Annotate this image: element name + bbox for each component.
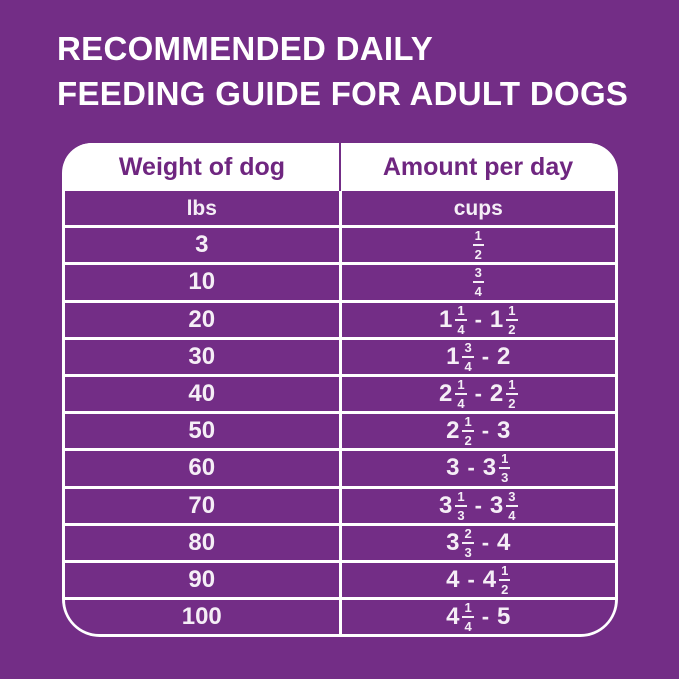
amount-whole-number: 3 [482, 454, 497, 482]
weight-cell: 20 [65, 303, 339, 337]
range-dash: - [481, 418, 490, 444]
amount-cell [342, 414, 616, 448]
amount-whole-number: 3 [497, 417, 511, 445]
amount-whole-number: 4 [446, 565, 460, 593]
fraction-denominator: 3 [501, 470, 509, 486]
amount-cell [342, 340, 616, 374]
fraction-numerator: 1 [455, 304, 466, 321]
fraction-numerator: 3 [462, 341, 473, 358]
fraction-denominator: 2 [508, 321, 516, 337]
amount-whole-number: 3 [446, 454, 460, 482]
amount-cell [342, 228, 616, 262]
table-row [65, 303, 615, 337]
units-amount-cell: cups [342, 191, 616, 225]
amount-fraction [499, 564, 510, 596]
fraction-denominator: 2 [501, 581, 509, 597]
amount-whole-number: 4 [482, 565, 497, 593]
amount-fraction [499, 452, 510, 484]
table-row [65, 265, 615, 299]
fraction-denominator: 4 [457, 396, 465, 412]
amount-cell [342, 377, 616, 411]
fraction-numerator: 3 [506, 490, 517, 507]
table-body [65, 191, 615, 634]
page-title [57, 26, 628, 116]
header-weight-of-dog: Weight of dog [118, 152, 286, 181]
amount-fraction [455, 378, 466, 410]
amount-whole-number: 5 [497, 603, 511, 631]
amount-whole-number: 1 [489, 305, 504, 333]
table-row [65, 526, 615, 560]
fraction-denominator: 2 [464, 433, 472, 449]
fraction-denominator: 3 [464, 544, 472, 560]
table-row [65, 600, 615, 634]
fraction-numerator: 3 [473, 266, 484, 283]
fraction-numerator: 1 [455, 490, 466, 507]
weight-cell: 60 [65, 451, 339, 485]
table-row [65, 489, 615, 523]
amount-fraction [462, 601, 473, 633]
amount-whole-number: 3 [438, 491, 453, 519]
fraction-numerator: 2 [462, 527, 473, 544]
weight-cell: 10 [65, 265, 339, 299]
table-row [65, 377, 615, 411]
header-amount-per-day: Amount per day [382, 152, 574, 181]
title-line-1: RECOMMENDED DAILY [57, 30, 434, 67]
weight-cell: 30 [65, 340, 339, 374]
title-line-2: FEEDING GUIDE FOR ADULT DOGS [57, 75, 629, 112]
range-dash: - [481, 343, 490, 369]
units-row [65, 191, 615, 225]
amount-whole-number: 4 [446, 603, 460, 631]
fraction-denominator: 2 [508, 396, 516, 412]
range-dash: - [467, 455, 475, 481]
amount-cell [342, 451, 616, 485]
fraction-denominator: 4 [464, 619, 472, 635]
amount-fraction [506, 378, 517, 410]
fraction-denominator: 4 [474, 284, 482, 300]
fraction-denominator: 4 [457, 321, 465, 337]
amount-whole-number: 1 [438, 305, 453, 333]
table-row [65, 414, 615, 448]
weight-cell: 50 [65, 414, 339, 448]
amount-cell [342, 600, 616, 634]
table-row [65, 451, 615, 485]
amount-fraction [462, 341, 473, 373]
amount-cell [342, 303, 616, 337]
fraction-numerator: 1 [462, 601, 473, 618]
fraction-denominator: 3 [457, 507, 465, 523]
amount-cell [342, 489, 616, 523]
fraction-denominator: 4 [508, 507, 516, 523]
amount-fraction [455, 304, 466, 336]
fraction-denominator: 2 [474, 247, 482, 263]
amount-whole-number: 2 [438, 380, 453, 408]
fraction-numerator: 1 [506, 378, 517, 395]
weight-cell: 40 [65, 377, 339, 411]
weight-cell: 100 [65, 600, 339, 634]
units-weight-cell: lbs [65, 191, 339, 225]
fraction-numerator: 1 [506, 304, 517, 321]
weight-cell: 70 [65, 489, 339, 523]
fraction-denominator: 4 [464, 358, 472, 374]
weight-cell: 90 [65, 563, 339, 597]
amount-whole-number: 3 [489, 491, 504, 519]
amount-whole-number: 1 [446, 342, 460, 370]
range-dash: - [474, 492, 482, 518]
amount-whole-number: 3 [446, 528, 460, 556]
feeding-table [62, 143, 618, 637]
fraction-numerator: 1 [455, 378, 466, 395]
amount-cell [342, 563, 616, 597]
range-dash: - [474, 381, 482, 407]
amount-fraction [473, 229, 484, 261]
amount-fraction [506, 304, 517, 336]
range-dash: - [481, 529, 490, 555]
amount-fraction [462, 527, 473, 559]
table-header-row [65, 143, 615, 191]
amount-whole-number: 2 [497, 342, 511, 370]
amount-cell [342, 526, 616, 560]
amount-cell [342, 265, 616, 299]
table-row [65, 340, 615, 374]
amount-fraction [455, 490, 466, 522]
table-row [65, 563, 615, 597]
range-dash: - [474, 306, 482, 332]
amount-whole-number: 2 [446, 417, 460, 445]
range-dash: - [481, 604, 490, 630]
amount-fraction [473, 266, 484, 298]
fraction-numerator: 1 [499, 564, 510, 581]
amount-whole-number: 4 [497, 528, 511, 556]
amount-fraction [462, 415, 473, 447]
weight-cell: 3 [65, 228, 339, 262]
weight-cell: 80 [65, 526, 339, 560]
range-dash: - [467, 566, 475, 592]
fraction-numerator: 1 [473, 229, 484, 246]
fraction-numerator: 1 [499, 452, 510, 469]
amount-whole-number: 2 [489, 380, 504, 408]
amount-fraction [506, 490, 517, 522]
table-row [65, 228, 615, 262]
fraction-numerator: 1 [462, 415, 473, 432]
